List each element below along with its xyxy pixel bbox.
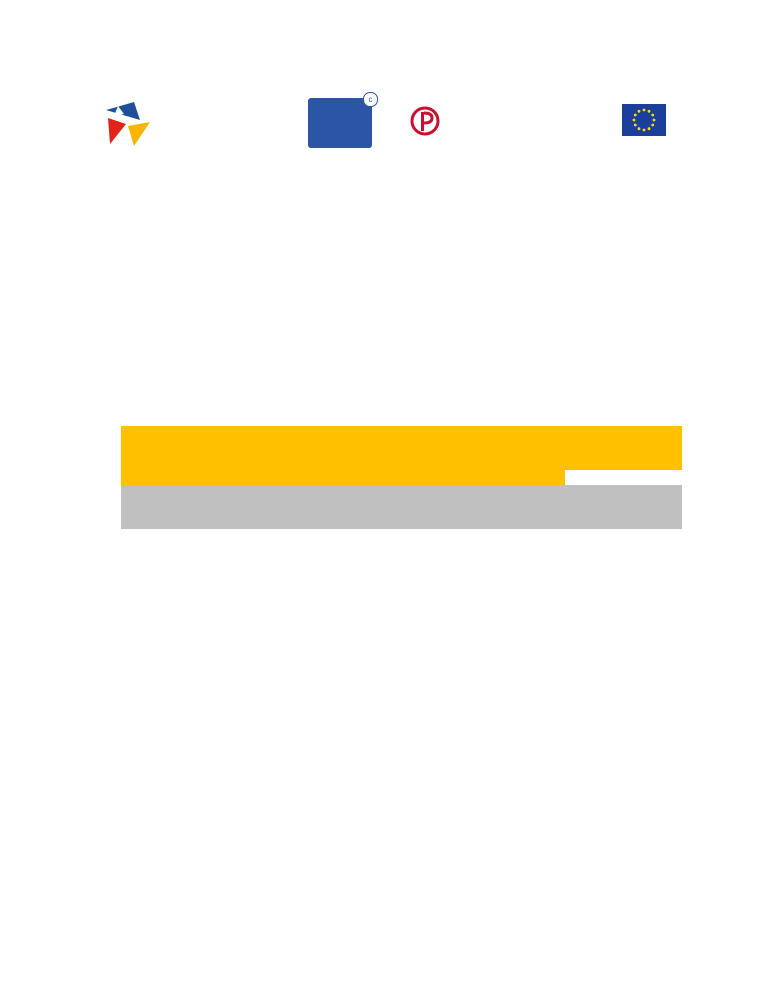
copyright-badge: c (363, 92, 378, 107)
